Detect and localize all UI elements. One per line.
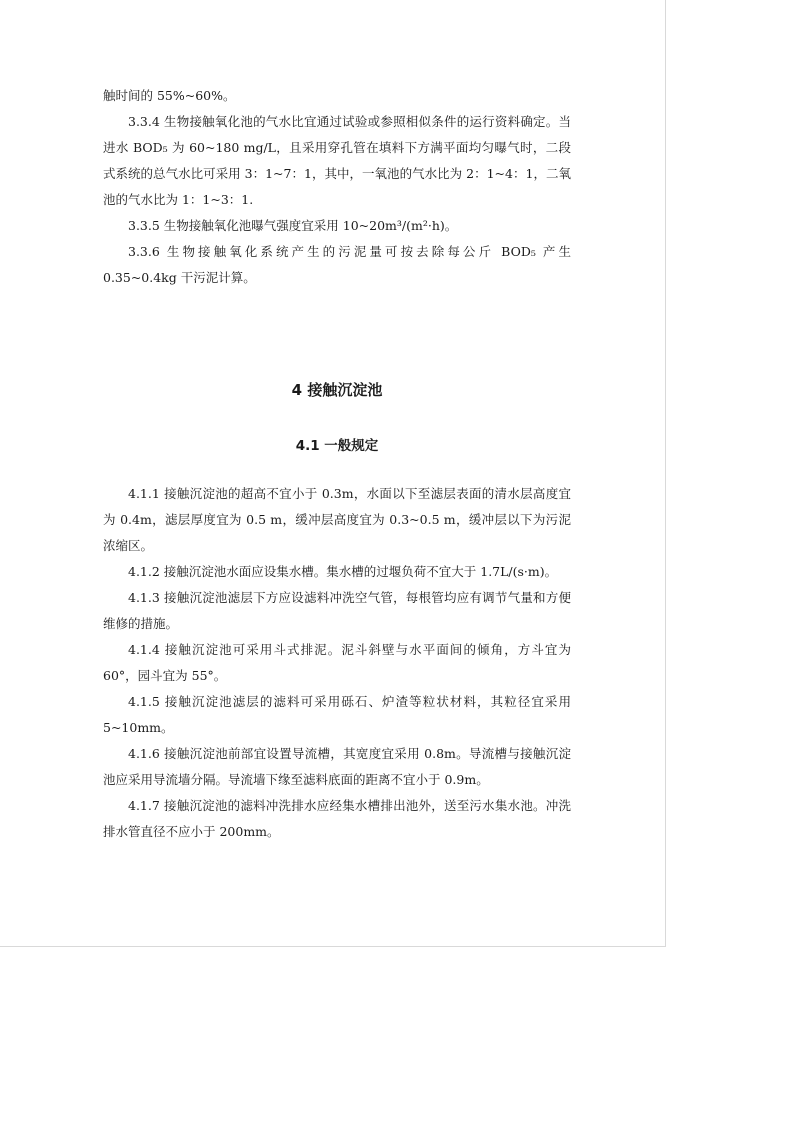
section-spacer [103, 291, 571, 377]
clause-4-1-7: 4.1.7 接触沉淀池的滤料冲洗排水应经集水槽排出池外，送至污水集水池。冲洗排水管直径不应小于 200mm。 [103, 798, 571, 839]
clause-4-1-3: 4.1.3 接触沉淀池滤层下方应设滤料冲洗空气管，每根管均应有调节气量和方便维修的措施。 [103, 590, 571, 631]
clause-4-1-5: 4.1.5 接触沉淀池滤层的滤料可采用砾石、炉渣等粒状材料，其粒径宜采用 5~10mm。 [103, 694, 571, 735]
clause-4-1-2: 4.1.2 接触沉淀池水面应设集水槽。集水槽的过堰负荷不宜大于 1.7L/(s·m)。 [128, 564, 558, 579]
clause-3-3-6: 3.3.6 生物接触氧化系统产生的污泥量可按去除每公斤 BOD₅ 产生 0.35~0.4kg 干污泥计算。 [103, 244, 571, 285]
section-title-spacer [103, 459, 571, 481]
clause-3-3-4: 3.3.4 生物接触氧化池的气水比宜通过试验或参照相似条件的运行资料确定。当进水 BOD₅ 为 60~180 mg/L，且采用穿孔管在填料下方满平面均匀曝气时，二段式系统的总气水比可采用 3：1~7：1，其中，一氧池的气水比为 2：1~4：1，二氧池的气水比为 1：1~3：1. [103, 114, 571, 207]
clause-3-3-5: 3.3.5 生物接触氧化池曝气强度宜采用 10~20m³/(m²·h)。 [128, 218, 458, 233]
clause-4-1-1: 4.1.1 接触沉淀池的超高不宜小于 0.3m，水面以下至滤层表面的清水层高度宜为 0.4m，滤层厚度宜为 0.5 m，缓冲层高度宜为 0.3~0.5 m，缓冲层以下为污泥浓缩区。 [103, 486, 571, 553]
page-content [103, 83, 571, 845]
section-title: 4.1 一般规定 [295, 438, 379, 454]
continued-paragraph: 触时间的 55%~60%。 [103, 88, 236, 103]
chapter-title: 4 接触沉淀池 [291, 381, 383, 399]
clause-4-1-4: 4.1.4 接触沉淀池可采用斗式排泥。泥斗斜壁与水平面间的倾角，方斗宜为 60°，园斗宜为 55°。 [103, 642, 571, 683]
clause-4-1-6: 4.1.6 接触沉淀池前部宜设置导流槽，其宽度宜采用 0.8m。导流槽与接触沉淀池应采用导流墙分隔。导流墙下缘至滤料底面的距离不宜小于 0.9m。 [103, 746, 571, 787]
